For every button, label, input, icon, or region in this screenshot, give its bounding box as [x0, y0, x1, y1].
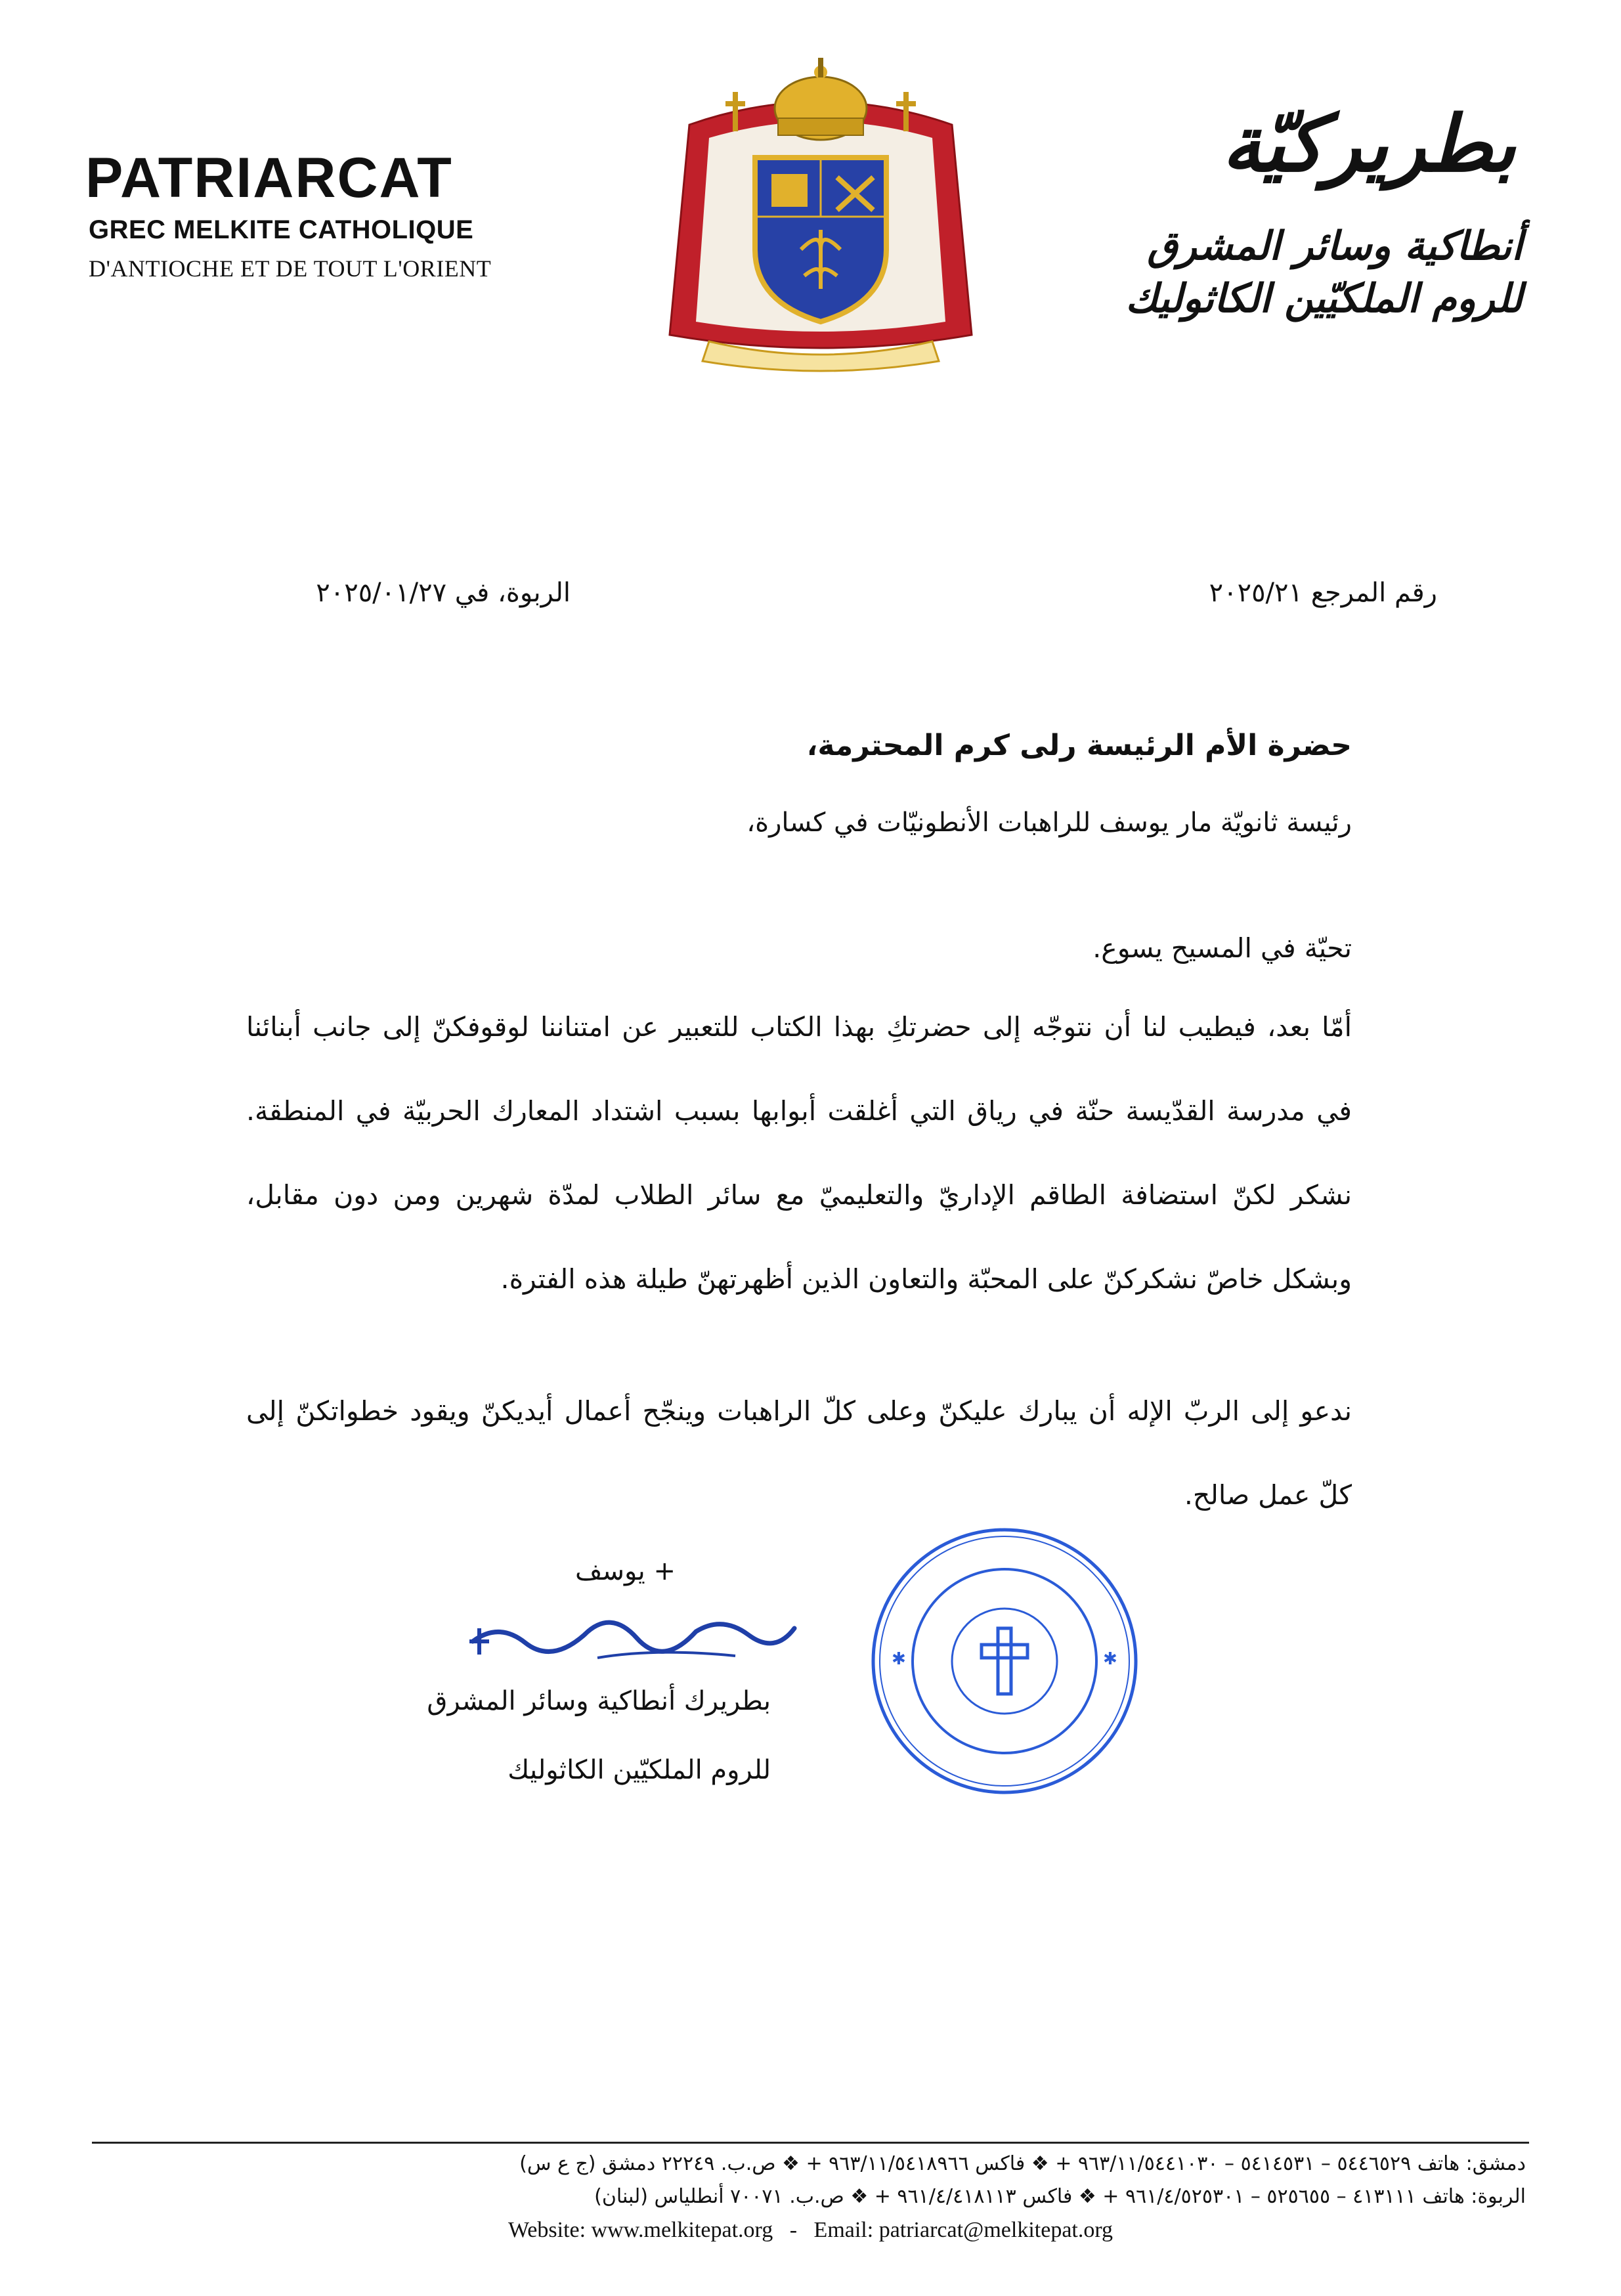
body-paragraph: أمّا بعد، فيطيب لنا أن نتوجّه إلى حضرتكِ بهذا الكتاب للتعبير عن امتناننا لوقوفكنّ إلى جانب أبنائنا في مدرسة القدّيسة حنّة في رياق التي أغلقت أبوابها بسبب اشتداد المعارك الحربيّة في المنطقة. نشكر لكنّ استضافة الطاقم الإداريّ والتعليميّ مع سائر الطلاب لمدّة شهرين ومن دون مقابل، وبشكل خاصّ نشكركنّ على المحبّة والتعاون الذين أظهرتهنّ طيلة هذه الفترة. [246, 1011, 1352, 1295]
letterhead-location-fr: D'ANTIOCHE ET DE TOUT L'ORIENT [89, 255, 492, 282]
footer-website-email: Website: www.melkitepat.org - Email: patriarcat@melkitepat.org [508, 2218, 1113, 2242]
reference-number: رقم المرجع ٢٠٢٥/٢١ [1209, 578, 1437, 608]
letterhead-line3-ar: للروم الملكيّين الكاثوليك [1125, 276, 1523, 322]
letterhead-title-ar: بطريركيّة [1222, 98, 1516, 189]
signatory-title: بطريرك أنطاكية وسائر المشرق [427, 1686, 771, 1716]
addressee-title: رئيسة ثانويّة مار يوسف للراهبات الأنطونيّات في كسارة، [746, 808, 1352, 838]
cross-icon [982, 1628, 1027, 1694]
body-paragraph: ندعو إلى الربّ الإله أن يبارك عليكنّ وعلى كلّ الراهبات وينجّح أعمال أيديكنّ ويقود خطواتكنّ إلى كلّ عمل صالح. [246, 1395, 1352, 1511]
addressee-name: حضرة الأم الرئيسة رلى كرم المحترمة، [806, 729, 1352, 762]
official-stamp [867, 1523, 1142, 1799]
footer-rabweh-contacts: الربوة: هاتف ٤١٣١١١ – ٥٢٥٦٥٥ – ٩٦١/٤/٥٢٥٣٠١ + ❖ فاكس ٩٦١/٤/٤١٨١١٣ + ❖ ص.ب. ٧٠٠٧١ أنطلياس (لبنان) [594, 2185, 1526, 2208]
letterhead-title-fr: PATRIARCAT [85, 146, 453, 209]
signatory-name: + يوسف [575, 1556, 676, 1586]
footer-damascus-contacts: دمشق: هاتف ٥٤٤٦٥٢٩ – ٥٤١٤٥٣١ – ٩٦٣/١١/٥٤٤١٠٣٠ + ❖ فاكس ٩٦٣/١١/٥٤١٨٩٦٦ + ❖ ص.ب. ٢٢٢٤٩ دمشق (ج ع س) [519, 2152, 1526, 2175]
handwritten-signature [460, 1595, 801, 1668]
coat-of-arms-icon [663, 53, 978, 381]
svg-text:✱: ✱ [892, 1649, 906, 1669]
letter-date: الربوة، في ٢٠٢٥/٠١/٢٧ [316, 578, 571, 608]
footer-rule [92, 2142, 1529, 2144]
svg-text:✱: ✱ [1103, 1649, 1117, 1669]
letterhead-subtitle-fr: GREC MELKITE CATHOLIQUE [89, 215, 474, 244]
letterhead-line2-ar: أنطاكية وسائر المشرق [1147, 223, 1523, 269]
signatory-title: للروم الملكيّين الكاثوليك [508, 1755, 771, 1785]
greeting: تحيّة في المسيح يسوع. [1092, 932, 1352, 964]
